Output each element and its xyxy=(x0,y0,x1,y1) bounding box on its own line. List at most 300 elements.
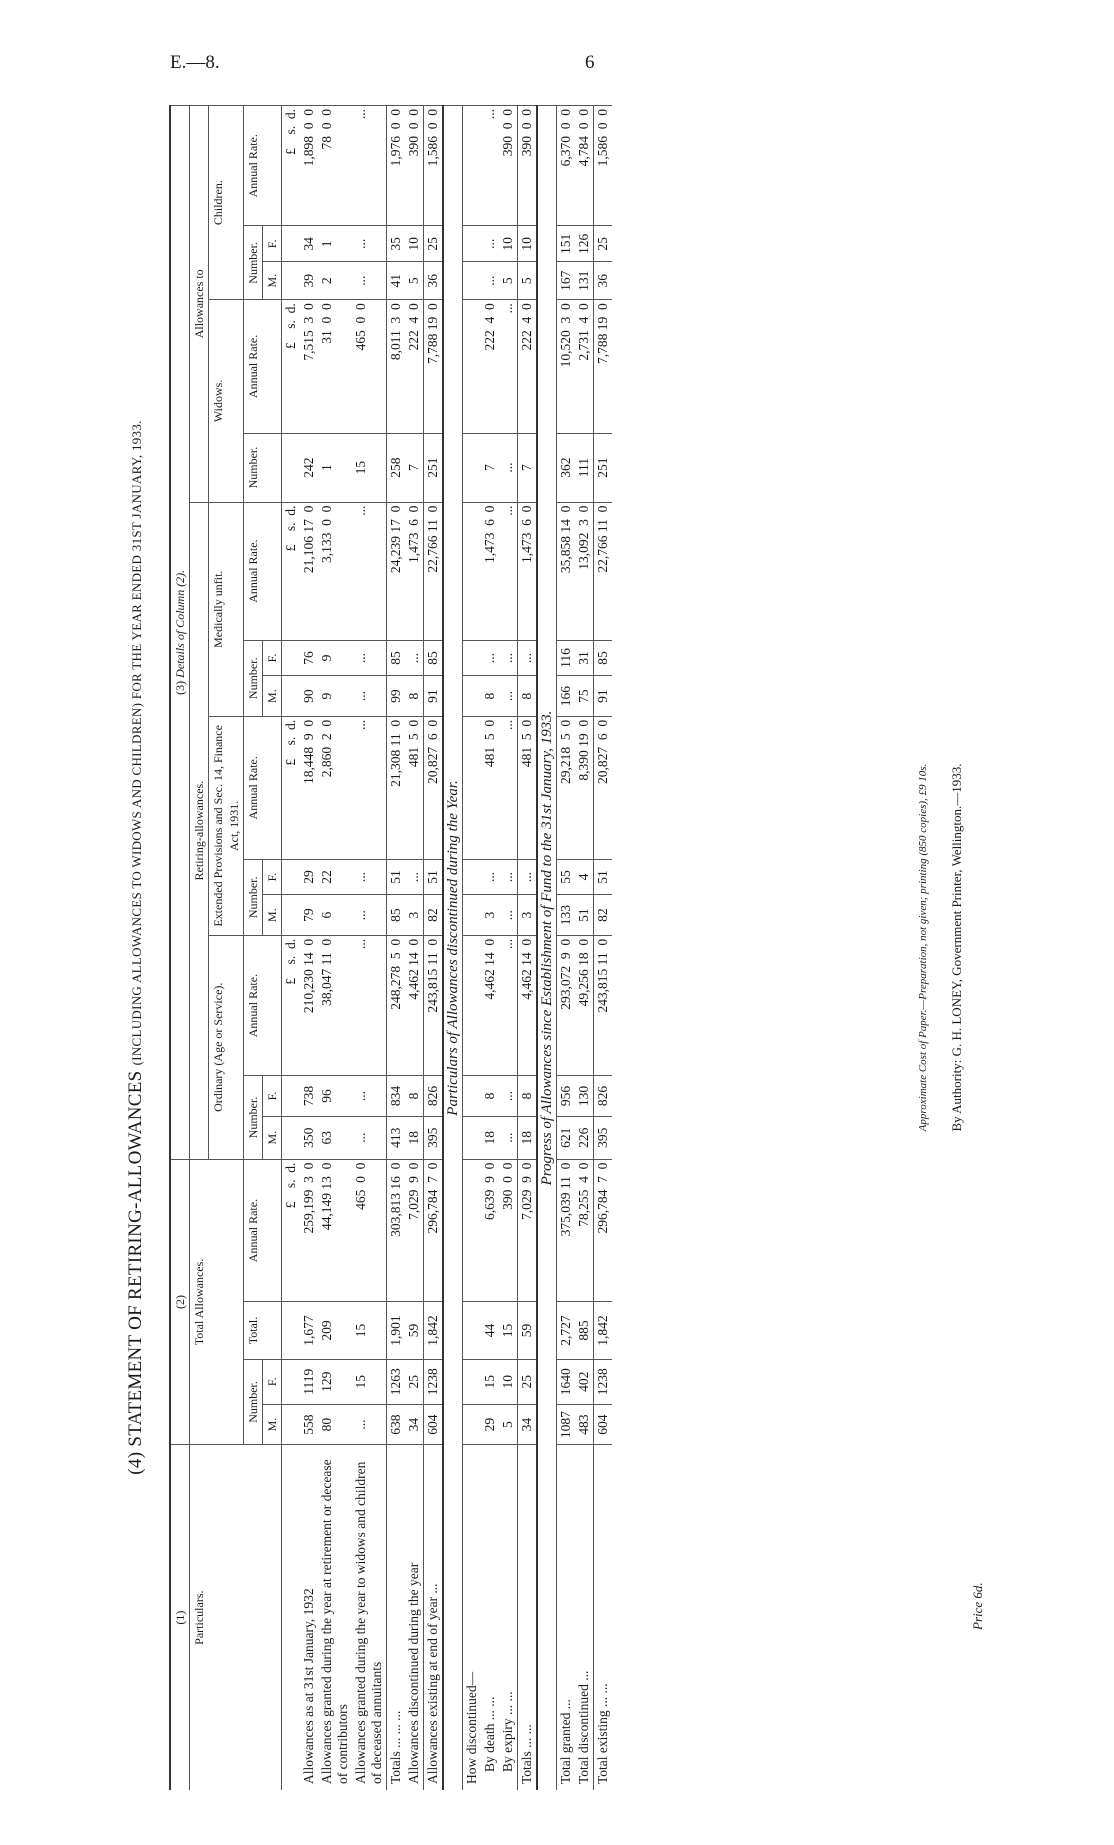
cell-wr: 8,011 3 0 xyxy=(387,300,406,433)
cell-em: 85 xyxy=(387,895,406,935)
cell-tt: 44 xyxy=(481,1302,499,1359)
cell-tt: 59 xyxy=(518,1302,538,1359)
cell-wr: 465 0 0 xyxy=(352,300,387,433)
cell-em: 3 xyxy=(481,895,499,935)
units: £ s. d. xyxy=(282,106,301,226)
cell-wn: 242 xyxy=(300,433,318,502)
cell-mr: 22,766 11 0 xyxy=(594,502,613,640)
cell-wn: 258 xyxy=(387,433,406,502)
cell-er: 481 5 0 xyxy=(405,716,424,859)
title-main: (4) STATEMENT OF RETIRING-ALLOWANCES xyxy=(125,1070,146,1475)
cell-cm: 41 xyxy=(387,262,406,300)
cell-er: 481 5 0 xyxy=(481,716,499,859)
progress-rows xyxy=(557,106,613,1791)
cell-wn: 251 xyxy=(424,433,444,502)
cell-or: 4,462 14 0 xyxy=(405,935,424,1075)
cell-tr: 44,149 13 0 xyxy=(318,1159,352,1302)
cell-or: 293,072 9 0 xyxy=(557,935,576,1075)
cell-of: 8 xyxy=(405,1076,424,1116)
cell-om: ... xyxy=(499,1116,518,1159)
cell-tt: 1,677 xyxy=(300,1302,318,1359)
children-header: Children. xyxy=(209,106,244,300)
cell-mm: 75 xyxy=(575,676,594,716)
number-header: Number. xyxy=(244,859,263,935)
cell-wn: 7 xyxy=(518,433,538,502)
cell-tr: 303,813 16 0 xyxy=(387,1159,406,1302)
cell-tf: 1640 xyxy=(557,1359,576,1404)
cell-mm: 90 xyxy=(300,676,318,716)
row-label: Allowances as at 31st January, 1932 xyxy=(300,1445,318,1790)
cell-cm: 167 xyxy=(557,262,576,300)
cell-mf: 85 xyxy=(424,640,444,676)
annual-rate-header: Annual Rate. xyxy=(244,502,282,640)
cell-tr: 7,029 9 0 xyxy=(518,1159,538,1302)
cell-tm: 1087 xyxy=(557,1404,576,1444)
m-header: M. xyxy=(263,895,282,935)
cell-mr: ... xyxy=(499,502,518,640)
row-label: By death ... ... xyxy=(481,1445,499,1790)
cell-mm: 166 xyxy=(557,676,576,716)
cell-of: 738 xyxy=(300,1076,318,1116)
cell-tf: 1238 xyxy=(424,1359,444,1404)
cell-cr: 1,898 0 0 xyxy=(300,106,318,226)
cell-tf: 129 xyxy=(318,1359,352,1404)
cell-em: 6 xyxy=(318,895,352,935)
cell-wr: 222 4 0 xyxy=(405,300,424,433)
cell-of: 956 xyxy=(557,1076,576,1116)
cell-om: 395 xyxy=(594,1116,613,1159)
cell-mm: 8 xyxy=(518,676,538,716)
cell-om: 63 xyxy=(318,1116,352,1159)
cell-of: 8 xyxy=(518,1076,538,1116)
cell-tr: 259,199 3 0 xyxy=(300,1159,318,1302)
cell-mm: 8 xyxy=(405,676,424,716)
table-row xyxy=(499,106,518,1791)
m-header: M. xyxy=(263,1116,282,1159)
row-label: By expiry ... ... xyxy=(499,1445,518,1790)
statement-table xyxy=(169,105,612,1790)
cell-of: ... xyxy=(352,1076,387,1116)
cell-cr: ... xyxy=(481,106,499,226)
cell-om: ... xyxy=(352,1116,387,1159)
cell-mm: ... xyxy=(352,676,387,716)
cell-tt: 1,901 xyxy=(387,1302,406,1359)
row-label: Totals ... ... ... xyxy=(387,1445,406,1790)
units: £ s. d. xyxy=(282,300,301,433)
cell-mr: 22,766 11 0 xyxy=(424,502,444,640)
page-number: 6 xyxy=(585,52,595,73)
cell-tm: 604 xyxy=(424,1404,444,1444)
cell-cf: 34 xyxy=(300,226,318,262)
cell-ef: ... xyxy=(352,859,387,895)
cell-mr: 1,473 6 0 xyxy=(481,502,499,640)
cell-om: 18 xyxy=(405,1116,424,1159)
cell-cr: 4,784 0 0 xyxy=(575,106,594,226)
cell-er: ... xyxy=(499,716,518,859)
allowances-to-header: Allowances to xyxy=(190,106,209,503)
cell-cf: 10 xyxy=(405,226,424,262)
discontinued-rows xyxy=(481,106,537,1791)
cell-mm: 91 xyxy=(594,676,613,716)
cell-cr: 1,586 0 0 xyxy=(424,106,444,226)
row-label: Totals ... ... xyxy=(518,1445,538,1790)
cell-tf: 1238 xyxy=(594,1359,613,1404)
cell-mf: ... xyxy=(481,640,499,676)
cell-mf: ... xyxy=(352,640,387,676)
cell-ef: ... xyxy=(518,859,538,895)
cell-ef: 51 xyxy=(594,859,613,895)
table-row xyxy=(387,106,406,1791)
number-header: Number. xyxy=(244,1076,263,1159)
medically-header: Medically unfit. xyxy=(209,502,244,716)
col1-header: (1) xyxy=(170,1445,190,1790)
cell-of: 826 xyxy=(594,1076,613,1116)
cell-er: 21,308 11 0 xyxy=(387,716,406,859)
cell-tm: 604 xyxy=(594,1404,613,1444)
annual-rate-header: Annual Rate. xyxy=(244,716,282,859)
units: £ s. d. xyxy=(282,935,301,1075)
cell-or: 49,256 18 0 xyxy=(575,935,594,1075)
cell-wn: 251 xyxy=(594,433,613,502)
cell-or: ... xyxy=(352,935,387,1075)
cell-cm: 39 xyxy=(300,262,318,300)
number-header: Number. xyxy=(244,640,263,716)
table-row xyxy=(518,106,538,1791)
section-progress-title: Progress of Allowances since Establishment of Fund to the 31st January, 1933. xyxy=(537,106,557,1791)
cell-mf: ... xyxy=(405,640,424,676)
cell-mr: 1,473 6 0 xyxy=(518,502,538,640)
cell-cf: 1 xyxy=(318,226,352,262)
cell-cm: 5 xyxy=(499,262,518,300)
cell-tt: 885 xyxy=(575,1302,594,1359)
f-header: F. xyxy=(263,1076,282,1116)
cell-om: 226 xyxy=(575,1116,594,1159)
cell-cm: 131 xyxy=(575,262,594,300)
cell-wr: 7,788 19 0 xyxy=(594,300,613,433)
f-header: F. xyxy=(263,1359,282,1404)
retiring-header: Retiring-allowances. xyxy=(190,502,209,1159)
statement-title xyxy=(125,105,147,1790)
cell-cf: 126 xyxy=(575,226,594,262)
cell-mr: 1,473 6 0 xyxy=(405,502,424,640)
cell-cr: 390 0 0 xyxy=(499,106,518,226)
cell-ef: 51 xyxy=(424,859,444,895)
cell-cm: 2 xyxy=(318,262,352,300)
cell-of: 96 xyxy=(318,1076,352,1116)
number-header: Number. xyxy=(244,226,263,300)
row-label: Total existing ... ... xyxy=(594,1445,613,1790)
cell-tr: 78,255 4 0 xyxy=(575,1159,594,1302)
cell-wr: 7,788 19 0 xyxy=(424,300,444,433)
f-header: F. xyxy=(263,640,282,676)
cell-mf: 9 xyxy=(318,640,352,676)
cell-tf: 1119 xyxy=(300,1359,318,1404)
cell-tm: 29 xyxy=(481,1404,499,1444)
cell-em: 51 xyxy=(575,895,594,935)
cell-mf: 85 xyxy=(387,640,406,676)
extended-header: Extended Provisions and Sec. 14, Finance Act, 1931. xyxy=(209,716,244,935)
cell-tt: 2,727 xyxy=(557,1302,576,1359)
cell-wn: 7 xyxy=(405,433,424,502)
how-discontinued-label: How discontinued— xyxy=(463,1445,482,1790)
cell-tm: 638 xyxy=(387,1404,406,1444)
cell-em: 3 xyxy=(518,895,538,935)
cell-wr: 31 0 0 xyxy=(318,300,352,433)
cell-mf: 85 xyxy=(594,640,613,676)
cell-er: 481 5 0 xyxy=(518,716,538,859)
cell-wr: ... xyxy=(499,300,518,433)
cell-tt: 209 xyxy=(318,1302,352,1359)
cell-wn: 111 xyxy=(575,433,594,502)
table-row xyxy=(424,106,444,1791)
cell-om: 18 xyxy=(481,1116,499,1159)
number-header: Number. xyxy=(244,1359,263,1445)
cell-er: 18,448 9 0 xyxy=(300,716,318,859)
total-header: Total. xyxy=(244,1302,282,1359)
cell-tt: 15 xyxy=(352,1302,387,1359)
cell-wn: ... xyxy=(499,433,518,502)
cell-or: 248,278 5 0 xyxy=(387,935,406,1075)
m-header: M. xyxy=(263,1404,282,1444)
cell-ef: ... xyxy=(405,859,424,895)
cell-tm: 5 xyxy=(499,1404,518,1444)
cell-tr: 465 0 0 xyxy=(352,1159,387,1302)
title-sub: (INCLUDING ALLOWANCES TO WIDOWS AND CHILDREN) FOR THE YEAR ENDED 31ST JANUARY, 1933. xyxy=(129,420,144,1066)
cell-or: ... xyxy=(499,935,518,1075)
cell-cm: 36 xyxy=(594,262,613,300)
cell-tr: 7,029 9 0 xyxy=(405,1159,424,1302)
cell-wr: 222 4 0 xyxy=(481,300,499,433)
row-label: Allowances discontinued during the year xyxy=(405,1445,424,1790)
cell-mf: ... xyxy=(499,640,518,676)
cell-or: 38,047 11 0 xyxy=(318,935,352,1075)
cell-tm: 34 xyxy=(518,1404,538,1444)
cell-er: 2,860 2 0 xyxy=(318,716,352,859)
f-header: F. xyxy=(263,226,282,262)
units-row xyxy=(282,106,301,1791)
annual-rate-header: Annual Rate. xyxy=(244,300,282,433)
table-row xyxy=(318,106,352,1791)
total-allowances-header: Total Allowances. xyxy=(190,1159,244,1445)
cell-tr: 390 0 0 xyxy=(499,1159,518,1302)
row-label: Allowances existing at end of year ... xyxy=(424,1445,444,1790)
cell-mr: ... xyxy=(352,502,387,640)
particulars-header: Particulars. xyxy=(190,1445,282,1790)
cell-tr: 375,039 11 0 xyxy=(557,1159,576,1302)
cell-wr: 222 4 0 xyxy=(518,300,538,433)
table-row xyxy=(594,106,613,1791)
cell-ef: 55 xyxy=(557,859,576,895)
f-header: F. xyxy=(263,859,282,895)
cell-or: 210,230 14 0 xyxy=(300,935,318,1075)
cell-mm: 9 xyxy=(318,676,352,716)
annual-rate-header: Annual Rate. xyxy=(244,935,282,1075)
table-row xyxy=(405,106,424,1791)
annual-rate-header: Annual Rate. xyxy=(244,1159,282,1302)
cell-cm: ... xyxy=(352,262,387,300)
cell-em: 3 xyxy=(405,895,424,935)
cell-er: 29,218 5 0 xyxy=(557,716,576,859)
cell-cf: 10 xyxy=(518,226,538,262)
cell-tt: 59 xyxy=(405,1302,424,1359)
cell-cm: 36 xyxy=(424,262,444,300)
m-header: M. xyxy=(263,676,282,716)
cell-em: ... xyxy=(499,895,518,935)
cell-tr: 296,784 7 0 xyxy=(594,1159,613,1302)
authority-line: By Authority: G. H. LONEY, Government Printer, Wellington.—1933. xyxy=(949,763,964,1132)
cell-cf: 25 xyxy=(594,226,613,262)
cell-tm: 80 xyxy=(318,1404,352,1444)
cell-ef: 29 xyxy=(300,859,318,895)
cell-mr: 21,106 17 0 xyxy=(300,502,318,640)
page-header-left: E.—8. xyxy=(170,52,220,73)
statement-sheet xyxy=(125,105,1005,1790)
table-row xyxy=(575,106,594,1791)
cell-ef: ... xyxy=(499,859,518,895)
cell-mf: ... xyxy=(518,640,538,676)
cell-tf: 15 xyxy=(481,1359,499,1404)
cell-tf: 1263 xyxy=(387,1359,406,1404)
cell-om: 18 xyxy=(518,1116,538,1159)
cell-om: 395 xyxy=(424,1116,444,1159)
cell-wn: 7 xyxy=(481,433,499,502)
row-label: Total granted ... xyxy=(557,1445,576,1790)
annual-rate-header: Annual Rate. xyxy=(244,106,282,226)
cost-note: Approximate Cost of Paper.—Preparation, not given; printing (850 copies), £9 10s. xyxy=(917,763,929,1132)
cell-ef: 22 xyxy=(318,859,352,895)
units: £ s. d. xyxy=(282,502,301,640)
cell-er: ... xyxy=(352,716,387,859)
cell-tm: ... xyxy=(352,1404,387,1444)
cell-cr: 390 0 0 xyxy=(518,106,538,226)
cell-mm: 99 xyxy=(387,676,406,716)
cell-tm: 483 xyxy=(575,1404,594,1444)
cell-or: 243,815 11 0 xyxy=(594,935,613,1075)
cell-tm: 34 xyxy=(405,1404,424,1444)
cell-mf: 116 xyxy=(557,640,576,676)
cell-mr: 24,239 17 0 xyxy=(387,502,406,640)
cell-mr: 3,133 0 0 xyxy=(318,502,352,640)
cell-em: 133 xyxy=(557,895,576,935)
cell-em: 79 xyxy=(300,895,318,935)
price-label: Price 6d. xyxy=(970,1582,985,1630)
cell-cf: 25 xyxy=(424,226,444,262)
cell-tf: 25 xyxy=(518,1359,538,1404)
cell-cf: 151 xyxy=(557,226,576,262)
cell-em: ... xyxy=(352,895,387,935)
cell-cf: 10 xyxy=(499,226,518,262)
cell-of: 130 xyxy=(575,1076,594,1116)
cell-cr: 1,976 0 0 xyxy=(387,106,406,226)
cell-mr: 35,858 14 0 xyxy=(557,502,576,640)
cell-om: 350 xyxy=(300,1116,318,1159)
cell-cm: 5 xyxy=(405,262,424,300)
cell-mm: ... xyxy=(499,676,518,716)
col3-header: (3) Details of Column (2). xyxy=(170,106,190,1160)
units: £ s. d. xyxy=(282,1159,301,1302)
cell-cm: ... xyxy=(481,262,499,300)
number-header: Number. xyxy=(244,433,282,502)
cell-er: 20,827 6 0 xyxy=(594,716,613,859)
section-progress xyxy=(537,106,557,1791)
cell-em: 82 xyxy=(424,895,444,935)
cell-tr: 6,639 9 0 xyxy=(481,1159,499,1302)
col2-header: (2) xyxy=(170,1159,190,1445)
cell-cm: 5 xyxy=(518,262,538,300)
row-label: Allowances granted during the year to widows and children of deceased annuitants xyxy=(352,1445,387,1790)
row-label: Allowances granted during the year at retirement or decease of contributors xyxy=(318,1445,352,1790)
cell-em: 82 xyxy=(594,895,613,935)
cell-cf: ... xyxy=(352,226,387,262)
section-discontinued xyxy=(443,106,481,1791)
row-label: Total discontinued ... xyxy=(575,1445,594,1790)
cell-om: 621 xyxy=(557,1116,576,1159)
widows-header: Widows. xyxy=(209,300,244,502)
table-row xyxy=(300,106,318,1791)
cell-tm: 558 xyxy=(300,1404,318,1444)
cell-tt: 1,842 xyxy=(594,1302,613,1359)
cell-cf: 35 xyxy=(387,226,406,262)
cell-er: 20,827 6 0 xyxy=(424,716,444,859)
cell-of: ... xyxy=(499,1076,518,1116)
cell-tf: 10 xyxy=(499,1359,518,1404)
cell-of: 826 xyxy=(424,1076,444,1116)
cell-wr: 2,731 4 0 xyxy=(575,300,594,433)
cell-of: 834 xyxy=(387,1076,406,1116)
section-discontinued-title: Particulars of Allowances discontinued during the Year. xyxy=(443,106,463,1791)
cell-tt: 1,842 xyxy=(424,1302,444,1359)
cell-tf: 25 xyxy=(405,1359,424,1404)
cell-tf: 15 xyxy=(352,1359,387,1404)
cell-mr: 13,092 3 0 xyxy=(575,502,594,640)
cell-or: 4,462 14 0 xyxy=(481,935,499,1075)
cell-mf: 31 xyxy=(575,640,594,676)
cell-or: 243,815 11 0 xyxy=(424,935,444,1075)
cell-wn: 362 xyxy=(557,433,576,502)
cell-mm: 8 xyxy=(481,676,499,716)
cell-cr: 6,370 0 0 xyxy=(557,106,576,226)
cell-cr: 390 0 0 xyxy=(405,106,424,226)
cell-of: 8 xyxy=(481,1076,499,1116)
main-rows xyxy=(282,106,444,1791)
cell-cr: 78 0 0 xyxy=(318,106,352,226)
cell-or: 4,462 14 0 xyxy=(518,935,538,1075)
cell-om: 413 xyxy=(387,1116,406,1159)
cell-wr: 10,520 3 0 xyxy=(557,300,576,433)
cell-wn: 15 xyxy=(352,433,387,502)
cell-cr: 1,586 0 0 xyxy=(594,106,613,226)
m-header: M. xyxy=(263,262,282,300)
cell-tt: 15 xyxy=(499,1302,518,1359)
cell-cf: ... xyxy=(481,226,499,262)
cell-ef: 4 xyxy=(575,859,594,895)
ordinary-header: Ordinary (Age or Service). xyxy=(209,935,244,1159)
cell-er: 8,390 19 0 xyxy=(575,716,594,859)
table-row xyxy=(481,106,499,1791)
cell-tf: 402 xyxy=(575,1359,594,1404)
cell-ef: ... xyxy=(481,859,499,895)
table-row xyxy=(557,106,576,1791)
table-row xyxy=(352,106,387,1791)
cell-tr: 296,784 7 0 xyxy=(424,1159,444,1302)
cell-wn: 1 xyxy=(318,433,352,502)
cell-mm: 91 xyxy=(424,676,444,716)
units: £ s. d. xyxy=(282,716,301,859)
cell-mf: 76 xyxy=(300,640,318,676)
cell-cr: ... xyxy=(352,106,387,226)
cell-ef: 51 xyxy=(387,859,406,895)
cell-wr: 7,515 3 0 xyxy=(300,300,318,433)
